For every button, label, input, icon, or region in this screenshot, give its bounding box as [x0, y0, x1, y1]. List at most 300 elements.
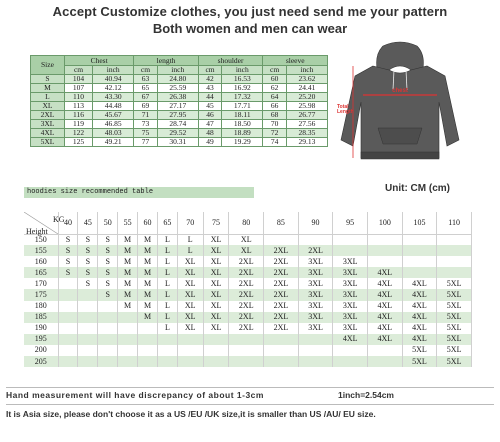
size-cell — [229, 334, 264, 345]
group-sleeve: sleeve — [263, 56, 328, 66]
measure-cell: 60 — [263, 75, 286, 84]
size-cell: S — [78, 256, 98, 267]
size-cell — [138, 323, 158, 334]
measure-cell: 28.74 — [157, 120, 198, 129]
measure-cell: 77 — [134, 138, 157, 147]
size-cell — [78, 323, 98, 334]
size-cell: 2XL — [264, 301, 299, 312]
size-cell — [78, 312, 98, 323]
unit-header: inch — [286, 66, 327, 75]
size-cell: S — [78, 267, 98, 278]
size-cell: 5XL — [31, 138, 65, 147]
size-cell — [437, 267, 472, 278]
group-length: length — [134, 56, 199, 66]
size-cell: L — [157, 312, 177, 323]
size-cell — [78, 345, 98, 356]
size-cell: 2XL — [264, 312, 299, 323]
measure-cell: 104 — [64, 75, 92, 84]
size-cell: L — [157, 323, 177, 334]
size-cell: 5XL — [402, 345, 437, 356]
size-cell: XL — [177, 256, 203, 267]
measure-cell: 42.12 — [93, 84, 134, 93]
headline-unisex: Both women and men can wear — [152, 21, 348, 36]
measure-cell: 45.67 — [93, 111, 134, 120]
measure-cell: 27.95 — [157, 111, 198, 120]
size-cell: XL — [177, 278, 203, 289]
measure-cell: 40.94 — [93, 75, 134, 84]
measure-cell: 43 — [198, 84, 221, 93]
size-cell: S — [98, 256, 118, 267]
measure-cell: 42 — [198, 75, 221, 84]
size-cell: M — [118, 245, 138, 256]
unit-header: cm — [263, 66, 286, 75]
size-cell: XL — [177, 301, 203, 312]
size-cell: S — [98, 289, 118, 300]
size-cell: 3XL — [333, 301, 368, 312]
table-row — [24, 334, 472, 345]
size-cell — [98, 345, 118, 356]
measure-cell: 110 — [64, 93, 92, 102]
size-cell: 4XL — [368, 301, 403, 312]
size-cell: 3XL — [333, 312, 368, 323]
measure-cell: 26.77 — [286, 111, 327, 120]
total-length-label: Total Length — [337, 104, 354, 115]
size-cell: S — [78, 245, 98, 256]
size-cell — [58, 345, 78, 356]
size-cell — [78, 356, 98, 367]
measure-cell: 107 — [64, 84, 92, 93]
note-inch-conversion: 1inch=2.54cm — [338, 390, 394, 400]
size-cell: M — [138, 312, 158, 323]
unit-header: inch — [222, 66, 263, 75]
size-cell: XL — [203, 289, 229, 300]
unit-header: cm — [64, 66, 92, 75]
group-shoulder: shoulder — [198, 56, 263, 66]
size-cell: 3XL — [298, 312, 333, 323]
size-cell: L — [157, 267, 177, 278]
measure-cell: 63 — [134, 75, 157, 84]
size-cell — [98, 323, 118, 334]
weight-header: 80 — [229, 212, 264, 234]
size-cell: S — [58, 234, 78, 245]
size-cell: M — [138, 245, 158, 256]
measure-cell: 45 — [198, 102, 221, 111]
size-cell: 2XL — [298, 245, 333, 256]
size-cell: 4XL — [333, 334, 368, 345]
size-cell: 4XL — [368, 278, 403, 289]
size-cell: L — [157, 256, 177, 267]
measure-cell: 70 — [263, 120, 286, 129]
size-cell: L — [177, 245, 203, 256]
measure-cell: 30.31 — [157, 138, 198, 147]
measure-cell: 23.62 — [286, 75, 327, 84]
size-cell: XL — [31, 102, 65, 111]
kg-axis-label: KG — [53, 215, 65, 224]
size-cell: XL — [203, 323, 229, 334]
weight-header: 105 — [402, 212, 437, 234]
size-cell: 2XL — [264, 267, 299, 278]
size-cell: M — [138, 289, 158, 300]
note-discrepancy: Hand measurement will have discrepancy of about 1-3cm — [6, 390, 264, 400]
measure-cell: 27.17 — [157, 102, 198, 111]
size-cell: L — [157, 301, 177, 312]
measure-cell: 49 — [198, 138, 221, 147]
size-cell — [402, 234, 437, 245]
size-cell — [368, 256, 403, 267]
size-cell — [333, 234, 368, 245]
table-row — [24, 345, 472, 356]
size-cell: 2XL — [229, 267, 264, 278]
size-cell: M — [138, 256, 158, 267]
measure-cell: 46 — [198, 111, 221, 120]
size-cell — [402, 245, 437, 256]
size-cell — [203, 345, 229, 356]
size-cell — [118, 334, 138, 345]
size-cell — [177, 356, 203, 367]
group-chest: Chest — [64, 56, 133, 66]
size-cell: 4XL — [368, 289, 403, 300]
size-cell: M — [118, 289, 138, 300]
size-cell: M — [138, 267, 158, 278]
size-cell: 4XL — [402, 323, 437, 334]
measure-cell: 46.85 — [93, 120, 134, 129]
size-cell: L — [31, 93, 65, 102]
measure-cell: 19.29 — [222, 138, 263, 147]
size-cell: M — [118, 256, 138, 267]
weight-header: 55 — [118, 212, 138, 234]
table-row — [24, 289, 472, 300]
measure-cell: 71 — [134, 111, 157, 120]
size-cell — [333, 345, 368, 356]
measure-cell: 25.20 — [286, 93, 327, 102]
size-cell: 3XL — [298, 256, 333, 267]
size-cell — [98, 334, 118, 345]
measure-cell: 122 — [64, 129, 92, 138]
size-cell: 2XL — [31, 111, 65, 120]
measure-cell: 27.56 — [286, 120, 327, 129]
table-row — [24, 301, 472, 312]
size-cell: 2XL — [264, 245, 299, 256]
size-cell — [203, 356, 229, 367]
size-cell: 4XL — [402, 289, 437, 300]
size-cell: S — [78, 234, 98, 245]
size-cell: XL — [203, 256, 229, 267]
size-cell — [402, 267, 437, 278]
measure-cell: 75 — [134, 129, 157, 138]
size-cell — [138, 345, 158, 356]
table-row — [24, 245, 472, 256]
size-cell: S — [98, 267, 118, 278]
size-cell: 5XL — [437, 356, 472, 367]
size-cell — [98, 356, 118, 367]
size-cell — [58, 289, 78, 300]
size-cell — [368, 245, 403, 256]
size-cell: 5XL — [437, 301, 472, 312]
table-row — [24, 267, 472, 278]
measure-cell: 17.71 — [222, 102, 263, 111]
unit-header: inch — [93, 66, 134, 75]
weight-header: 50 — [98, 212, 118, 234]
size-cell — [78, 289, 98, 300]
divider-top — [6, 387, 494, 388]
size-cell — [58, 323, 78, 334]
size-cell: 3XL — [333, 323, 368, 334]
size-measurement-table — [30, 55, 328, 147]
size-cell — [177, 345, 203, 356]
table-row — [24, 312, 472, 323]
measure-cell: 18.50 — [222, 120, 263, 129]
size-cell: L — [157, 278, 177, 289]
unit-label: Unit: CM (cm) — [385, 183, 450, 194]
headline-customize: Accept Customize clothes, you just need send me your pattern — [52, 4, 448, 19]
measure-cell: 48.03 — [93, 129, 134, 138]
size-cell: M — [138, 234, 158, 245]
size-cell: 3XL — [298, 301, 333, 312]
size-cell: M — [118, 234, 138, 245]
weight-header: 75 — [203, 212, 229, 234]
size-cell: S — [98, 234, 118, 245]
size-cell — [138, 334, 158, 345]
size-cell — [118, 356, 138, 367]
measure-cell: 69 — [134, 102, 157, 111]
size-cell — [58, 301, 78, 312]
size-cell: S — [58, 256, 78, 267]
notes-section — [0, 387, 500, 442]
size-cell — [264, 345, 299, 356]
size-cell — [298, 345, 333, 356]
height-cell: 175 — [24, 289, 58, 300]
height-cell: 180 — [24, 301, 58, 312]
measure-cell: 47 — [198, 120, 221, 129]
size-cell: 2XL — [264, 256, 299, 267]
measure-cell: 29.52 — [157, 129, 198, 138]
measure-cell: 18.89 — [222, 129, 263, 138]
size-cell: XL — [203, 234, 229, 245]
measure-cell: 62 — [263, 84, 286, 93]
size-cell: 5XL — [437, 334, 472, 345]
height-cell: 205 — [24, 356, 58, 367]
size-cell: 3XL — [298, 323, 333, 334]
size-cell: S — [58, 245, 78, 256]
measure-cell: 119 — [64, 120, 92, 129]
size-cell: 4XL — [402, 334, 437, 345]
size-cell: L — [157, 289, 177, 300]
size-cell: XL — [229, 234, 264, 245]
weight-header: 70 — [177, 212, 203, 234]
height-cell: 150 — [24, 234, 58, 245]
size-cell — [98, 312, 118, 323]
size-cell: 2XL — [229, 301, 264, 312]
size-cell: L — [157, 245, 177, 256]
measure-cell: 26.38 — [157, 93, 198, 102]
size-cell: 5XL — [437, 345, 472, 356]
size-cell: 2XL — [229, 289, 264, 300]
measure-cell: 29.13 — [286, 138, 327, 147]
size-cell: S — [58, 267, 78, 278]
measure-cell: 17.32 — [222, 93, 263, 102]
size-cell: 3XL — [298, 267, 333, 278]
size-cell — [368, 234, 403, 245]
size-cell: M — [118, 301, 138, 312]
size-cell — [264, 356, 299, 367]
size-cell: 2XL — [229, 323, 264, 334]
size-col-header: Size — [31, 56, 65, 75]
unit-header: cm — [198, 66, 221, 75]
measure-cell: 18.11 — [222, 111, 263, 120]
size-cell: 4XL — [31, 129, 65, 138]
size-cell: XL — [203, 278, 229, 289]
size-cell: 3XL — [333, 256, 368, 267]
weight-header: 65 — [157, 212, 177, 234]
size-cell — [333, 245, 368, 256]
table-row — [24, 356, 472, 367]
size-cell — [437, 234, 472, 245]
size-cell: M — [118, 278, 138, 289]
chest-label: chest — [392, 88, 408, 94]
measure-cell: 74 — [263, 138, 286, 147]
measure-cell: 43.30 — [93, 93, 134, 102]
measure-cell: 67 — [134, 93, 157, 102]
measure-cell: 28.35 — [286, 129, 327, 138]
size-cell — [333, 356, 368, 367]
size-cell: XL — [177, 267, 203, 278]
size-cell: 3XL — [298, 289, 333, 300]
size-cell: 5XL — [437, 323, 472, 334]
size-cell — [118, 345, 138, 356]
size-cell: 2XL — [264, 278, 299, 289]
size-cell — [368, 345, 403, 356]
size-cell — [368, 356, 403, 367]
size-cell — [78, 301, 98, 312]
size-cell — [118, 312, 138, 323]
measure-cell: 44.48 — [93, 102, 134, 111]
size-cell: 3XL — [333, 289, 368, 300]
size-cell: 4XL — [402, 312, 437, 323]
size-cell — [78, 334, 98, 345]
size-cell: 2XL — [264, 323, 299, 334]
size-cell — [229, 345, 264, 356]
size-cell: XL — [177, 289, 203, 300]
height-cell: 200 — [24, 345, 58, 356]
weight-header: 40 — [58, 212, 78, 234]
size-cell: XL — [203, 312, 229, 323]
size-cell: 4XL — [368, 334, 403, 345]
size-cell: 5XL — [437, 278, 472, 289]
measure-cell: 125 — [64, 138, 92, 147]
measure-cell: 113 — [64, 102, 92, 111]
size-cell — [98, 301, 118, 312]
size-cell: M — [138, 301, 158, 312]
size-cell — [264, 334, 299, 345]
size-cell — [298, 234, 333, 245]
unit-header: cm — [134, 66, 157, 75]
size-cell — [157, 334, 177, 345]
size-cell: L — [157, 234, 177, 245]
table-row — [24, 278, 472, 289]
size-cell: S — [31, 75, 65, 84]
recommended-size-table — [24, 212, 472, 367]
size-cell — [402, 256, 437, 267]
size-cell: 3XL — [298, 278, 333, 289]
height-cell: 170 — [24, 278, 58, 289]
height-cell: 160 — [24, 256, 58, 267]
table-row — [24, 234, 472, 245]
weight-header: 95 — [333, 212, 368, 234]
measure-cell: 48 — [198, 129, 221, 138]
divider-middle — [6, 404, 494, 405]
size-cell: 2XL — [229, 312, 264, 323]
table-row — [31, 138, 328, 147]
height-axis-label: Height — [26, 227, 48, 236]
size-cell — [177, 334, 203, 345]
size-cell: XL — [229, 245, 264, 256]
size-cell: 4XL — [402, 301, 437, 312]
size-cell: 4XL — [368, 312, 403, 323]
size-cell — [203, 334, 229, 345]
measure-cell: 25.98 — [286, 102, 327, 111]
note-asia-size: It is Asia size, please don't choose it as a US /EU /UK size,it is smaller than US /AU/ EU size. — [6, 409, 376, 419]
unit-header: inch — [157, 66, 198, 75]
size-cell: M — [31, 84, 65, 93]
size-cell — [437, 256, 472, 267]
weight-header: 110 — [437, 212, 472, 234]
size-cell: 5XL — [402, 356, 437, 367]
size-cell: 4XL — [368, 323, 403, 334]
size-cell: 5XL — [437, 312, 472, 323]
size-cell: 3XL — [333, 267, 368, 278]
measure-cell: 64 — [263, 93, 286, 102]
size-cell — [229, 356, 264, 367]
measure-cell: 24.41 — [286, 84, 327, 93]
size-cell: 5XL — [437, 289, 472, 300]
measure-cell: 68 — [263, 111, 286, 120]
size-cell: S — [98, 245, 118, 256]
height-cell: 155 — [24, 245, 58, 256]
size-cell — [58, 312, 78, 323]
size-cell — [298, 334, 333, 345]
measure-cell: 65 — [134, 84, 157, 93]
size-cell: 3XL — [333, 278, 368, 289]
weight-header: 85 — [264, 212, 299, 234]
size-cell — [58, 278, 78, 289]
measure-cell: 16.53 — [222, 75, 263, 84]
size-cell — [264, 234, 299, 245]
size-cell: 4XL — [368, 267, 403, 278]
size-cell: M — [138, 278, 158, 289]
size-cell — [118, 323, 138, 334]
size-cell: XL — [203, 267, 229, 278]
size-cell: 2XL — [264, 289, 299, 300]
measure-cell: 44 — [198, 93, 221, 102]
size-cell — [298, 356, 333, 367]
measure-cell: 25.59 — [157, 84, 198, 93]
size-cell: M — [118, 267, 138, 278]
size-cell — [157, 356, 177, 367]
size-cell — [437, 245, 472, 256]
measure-cell: 73 — [134, 120, 157, 129]
measure-cell: 24.80 — [157, 75, 198, 84]
measure-cell: 116 — [64, 111, 92, 120]
measure-cell: 16.92 — [222, 84, 263, 93]
weight-header: 45 — [78, 212, 98, 234]
height-cell: 165 — [24, 267, 58, 278]
size-cell — [58, 334, 78, 345]
size-cell: S — [78, 278, 98, 289]
size-cell: 2XL — [229, 278, 264, 289]
height-cell: 195 — [24, 334, 58, 345]
weight-header: 90 — [298, 212, 333, 234]
size-cell: 4XL — [402, 278, 437, 289]
